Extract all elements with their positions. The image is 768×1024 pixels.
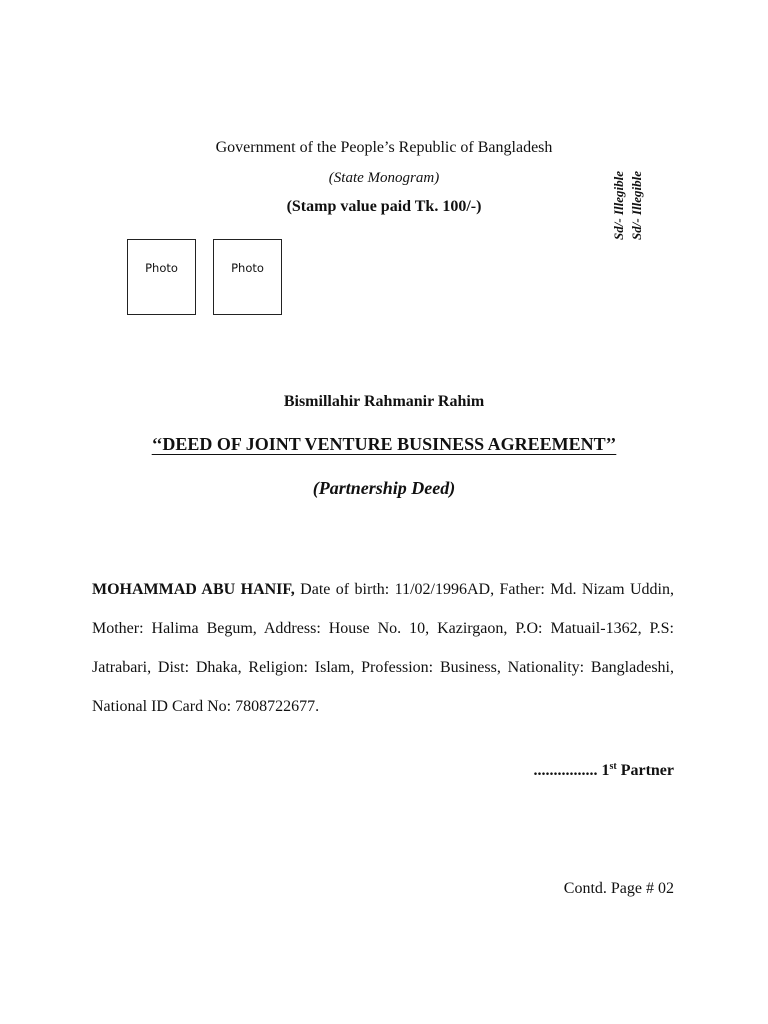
first-partner-details xyxy=(92,570,674,726)
photo-box-1: Photo xyxy=(127,239,196,315)
continued-page-note: Contd. Page # 02 xyxy=(563,880,674,897)
first-partner-name: MOHAMMAD ABU HANIF, xyxy=(92,581,295,598)
deed-title-text: ‘‘DEED OF JOINT VENTURE BUSINESS AGREEMENT’’ xyxy=(151,434,617,454)
signature-2: Sd/- Illegible xyxy=(629,171,644,240)
stamp-value-note: (Stamp value paid Tk. 100/-) xyxy=(286,198,482,215)
signature-1: Sd/- Illegible xyxy=(611,171,626,240)
bismillah-heading: Bismillahir Rahmanir Rahim xyxy=(283,393,485,410)
government-heading: Government of the People’s Republic of Bangladesh xyxy=(215,139,553,156)
state-monogram-note: (State Monogram) xyxy=(328,170,440,186)
partner-number: 1 xyxy=(601,762,610,779)
deed-title xyxy=(0,434,768,455)
partner-label: Partner xyxy=(620,762,674,779)
deed-subtitle: (Partnership Deed) xyxy=(312,478,456,498)
first-partner-signature-line xyxy=(380,762,674,780)
first-partner-info: Date of birth: 11/02/1996AD, Father: Md. Nizam Uddin, Mother: Halima Begum, Address: House No. 10, Kazirgaon, P.O: Matuail-1362, P.S: Jatrabari, Dist: Dhaka, Religion: Islam, Profession: Business, Nationality: Bangladeshi, National ID Card No: 7808722677. xyxy=(92,581,675,715)
photo-box-2: Photo xyxy=(213,239,282,315)
partner-ordinal-suffix: st xyxy=(609,761,617,772)
signature-block xyxy=(608,158,650,242)
signature-dots: ................ xyxy=(533,762,598,779)
